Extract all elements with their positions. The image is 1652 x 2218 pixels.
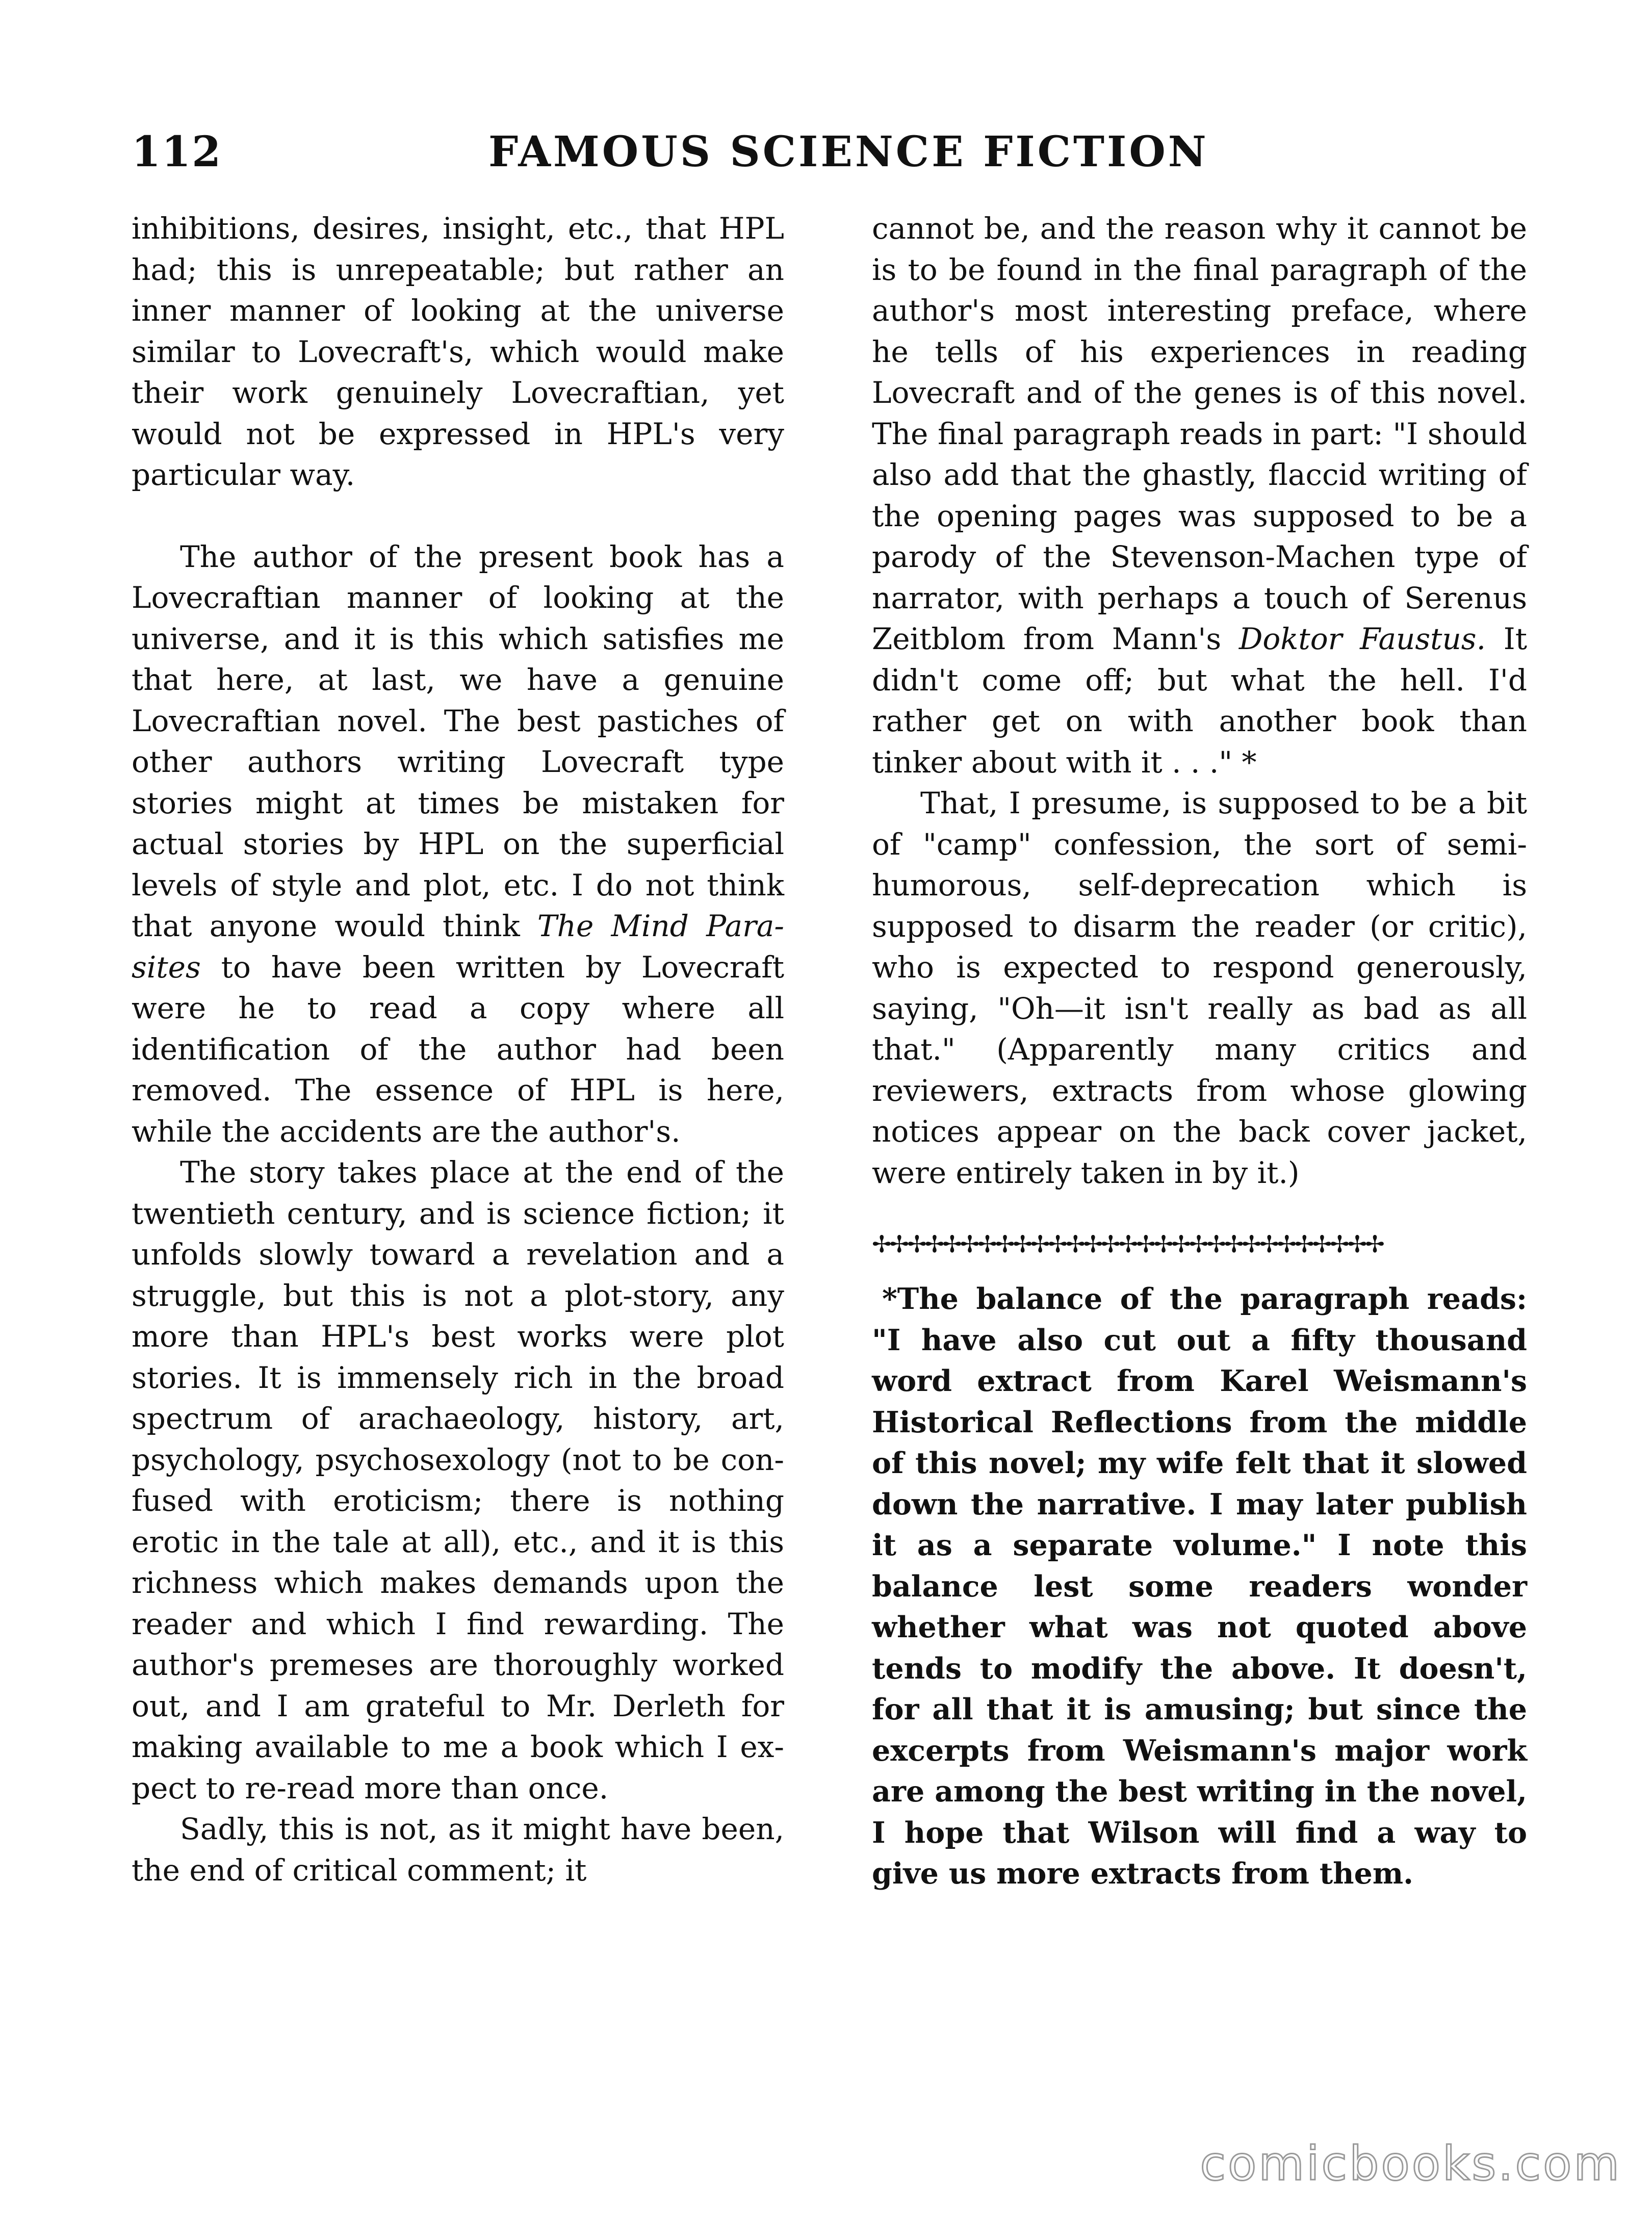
footnote — [872, 1279, 1527, 1895]
footnote-text: *The balance of the paragraph reads: "I have also cut out a fifty thousand word extract from Karel Weismann's Historical Reflections from the middle of this novel; my wife felt that it slowed down the narrative. I may later publish it as a separate volume." I note this balance lest some readers wonder whether what was not quoted above tends to modify the above. It doesn't, for all that it is amusing; but since the excerpts from Weismann's major work are among the best writing in the novel, I hope that Wilson will find a way to give us more extracts from them. — [872, 1282, 1527, 1891]
paragraph — [132, 536, 784, 1152]
page-number: 112 — [132, 127, 222, 176]
ornamental-divider: ✢✢✢✢✢✢✢✢✢✢✢✢✢✢✢✢✢✢✢✢✢✢✢✢✢✢✢✢✢ — [872, 1230, 1383, 1258]
right-column — [872, 208, 1527, 1895]
page-header — [132, 126, 1228, 188]
left-column — [132, 208, 784, 1891]
paragraph — [872, 208, 1527, 783]
book-title: The Mind Parasites — [132, 909, 784, 985]
paragraph: The story takes place at the end of the twentieth century, and is science fiction; it unfolds slowly toward a revelation and a struggle, but this is not a plot-story, any more than HPL's best works were plot stories. It is immensely rich in the broad spectrum of arachaeology, history, art, psychology, psychosexology (not to be confused with eroticism; there is nothing erotic in the tale at all), etc., and it is this richness which makes demands upon the reader and which I find rewarding. The author's premeses are thoroughly worked out, and I am grateful to Mr. Derleth for making available to me a book which I expect to re-read more than once. — [132, 1155, 784, 1806]
paragraph-text: to have been written by Lovecraft were he to read a copy where all identification of the author had been removed. The essence of HPL is here, while the accidents are the author's. — [132, 949, 784, 1149]
paragraph: That, I presume, is supposed to be a bit of "camp" confession, the sort of semi-humorous, self-deprecation which is supposed to disarm the reader (or critic), who is expected to respond generously, saying, "Oh—it isn't really as bad as all that." (Apparently many critics and reviewers, extracts from whose glowing notices appear on the back cover jacket, were entirely taken in by it.) — [872, 786, 1527, 1190]
paragraph: Sadly, this is not, as it might have been, the end of critical comment; it — [132, 1812, 784, 1888]
book-title: Doktor Faustus. — [1238, 622, 1486, 656]
paragraph-text: The author of the present book has a Lovecraftian manner of looking at the universe, and it is this which satisfies me that here, at last, we have a genuine Lovecraftian novel. The best pastiches of other authors writing Lovecraft type stories might at times be mistaken for actual stories by HPL on the superficial levels of style and plot, etc. I do not think that anyone would think — [132, 539, 784, 943]
paragraph-text: cannot be, and the reason why it cannot be is to be found in the final paragraph of the author's most interesting preface, where he tells of his experiences in reading Lovecraft and of the genes is of this novel. The final paragraph reads in part: "I should also add that the ghastly, flaccid writing of the opening pages was supposed to be a parody of the Stevenson-Machen type of narrator, with perhaps a touch of Serenus Zeitblom from Mann's — [872, 211, 1527, 656]
paragraph: inhibitions, desires, insight, etc., that HPL had; this is unrepeatable; but rather an inner manner of looking at the universe similar to Lovecraft's, which would make their work genuinely Lovecraftian, yet would not be expressed in HPL's very particular way. — [132, 211, 784, 492]
watermark: comicbooks.com — [1200, 2136, 1621, 2191]
running-title: FAMOUS SCIENCE FICTION — [488, 127, 1209, 176]
paragraph-text: It didn't come off; but what the hell. I'd rather get on with another book than tinker about with it . . ." * — [872, 622, 1527, 780]
